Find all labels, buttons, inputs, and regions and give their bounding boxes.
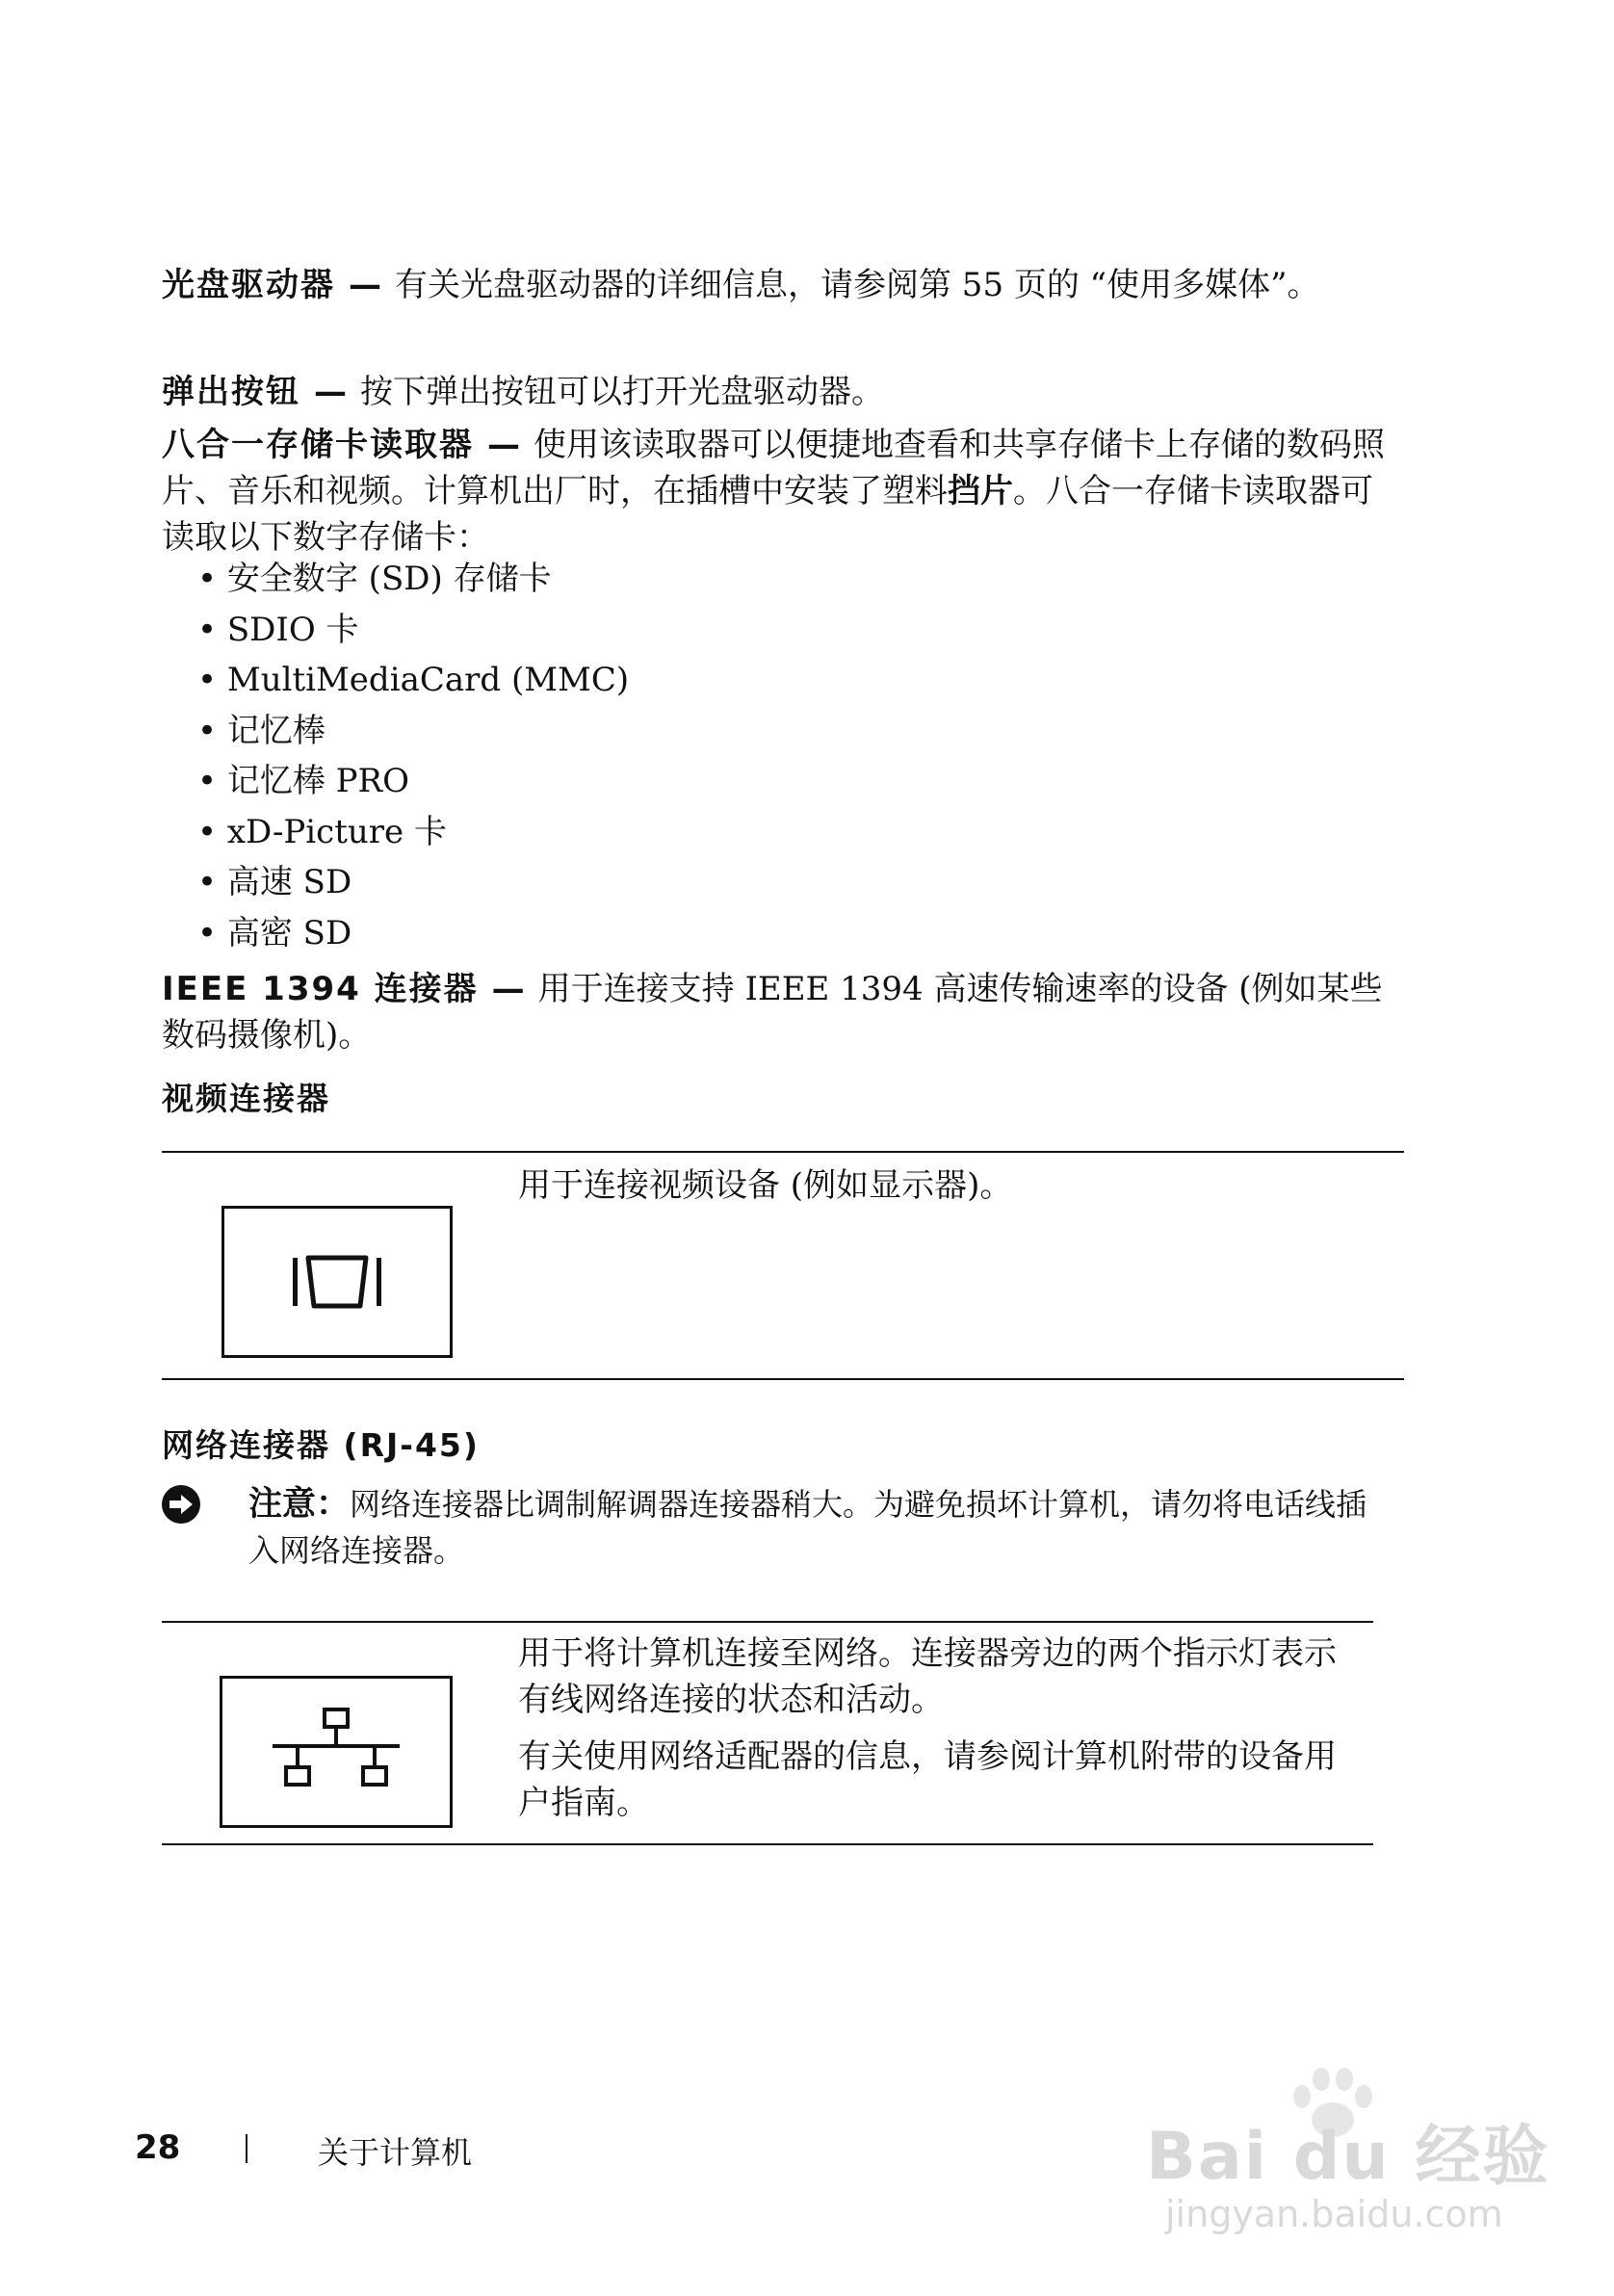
card-reader-paragraph (162, 422, 1385, 561)
eject-button-text: 按下弹出按钮可以打开光盘驱动器。 (360, 373, 884, 411)
watermark-url: jingyan.baidu.com (1165, 2193, 1503, 2235)
list-item: • 记忆棒 PRO (197, 756, 629, 807)
list-item: • 高密 SD (197, 908, 629, 959)
eject-button-paragraph (162, 369, 1385, 415)
eject-button-term: 弹出按钮 (162, 373, 300, 411)
card-types-list (197, 554, 629, 958)
optical-drive-text: 有关光盘驱动器的详细信息，请参阅第 55 页的 “使用多媒体”。 (395, 266, 1320, 304)
card-reader-text-1: 使用该读取器可以便捷地查看和共享存储卡上存储的数码照片、音乐和视频。计算机出厂时，在插槽中安装了塑料 (162, 426, 1385, 510)
footer-separator (246, 2134, 247, 2163)
list-item: • MultiMediaCard (MMC) (197, 655, 629, 706)
em-dash: — (349, 266, 381, 304)
video-connector-heading: 视频连接器 (162, 1080, 330, 1117)
card-reader-text-2: 。八合一存储卡读取器可读取以下数字存储卡： (162, 472, 1373, 557)
network-connector-description-1: 用于将计算机连接至网络。连接器旁边的两个指示灯表示有线网络连接的状态和活动。 (518, 1634, 1337, 1719)
list-item: • 高速 SD (197, 857, 629, 908)
caution-text: 网络连接器比调制解调器连接器稍大。为避免损坏计算机，请勿将电话线插入网络连接器。 (248, 1486, 1367, 1569)
list-item: • 记忆棒 (197, 706, 629, 757)
list-item: • 安全数字 (SD) 存储卡 (197, 554, 629, 605)
em-dash: — (314, 373, 347, 411)
table-divider (162, 1621, 1373, 1623)
caution-icon (162, 1485, 200, 1524)
caution-body (248, 1481, 1394, 1574)
video-port-icon (221, 1206, 453, 1358)
table-divider (162, 1378, 1404, 1380)
ieee1394-text: 用于连接支持 IEEE 1394 高速传输速率的设备 (例如某些数码摄像机)。 (162, 970, 1383, 1055)
video-connector-description: 用于连接视频设备 (例如显示器)。 (518, 1166, 1013, 1205)
optical-drive-paragraph (162, 262, 1385, 308)
card-reader-bold-word: 挡片 (948, 472, 1013, 510)
chapter-title: 关于计算机 (318, 2134, 473, 2171)
caution-label: 注意： (248, 1485, 351, 1524)
list-item: • SDIO 卡 (197, 605, 629, 656)
network-connector-heading: 网络连接器 (RJ-45) (162, 1426, 480, 1464)
watermark (1146, 2066, 1550, 2258)
network-connector-description-2: 有关使用网络适配器的信息，请参阅计算机附带的设备用户指南。 (518, 1737, 1337, 1822)
card-reader-term: 八合一存储卡读取器 (162, 426, 474, 464)
em-dash: — (491, 970, 525, 1008)
table-divider (162, 1843, 1373, 1845)
watermark-brand: Bai du 经验 (1146, 2119, 1550, 2195)
network-port-icon (220, 1676, 453, 1828)
table-divider (162, 1151, 1404, 1153)
list-item: • xD-Picture 卡 (197, 807, 629, 858)
page-number: 28 (135, 2128, 181, 2167)
em-dash: — (487, 426, 520, 464)
ieee1394-term: IEEE 1394 连接器 (162, 970, 479, 1008)
optical-drive-term: 光盘驱动器 (162, 266, 335, 304)
ieee1394-paragraph (162, 966, 1385, 1058)
